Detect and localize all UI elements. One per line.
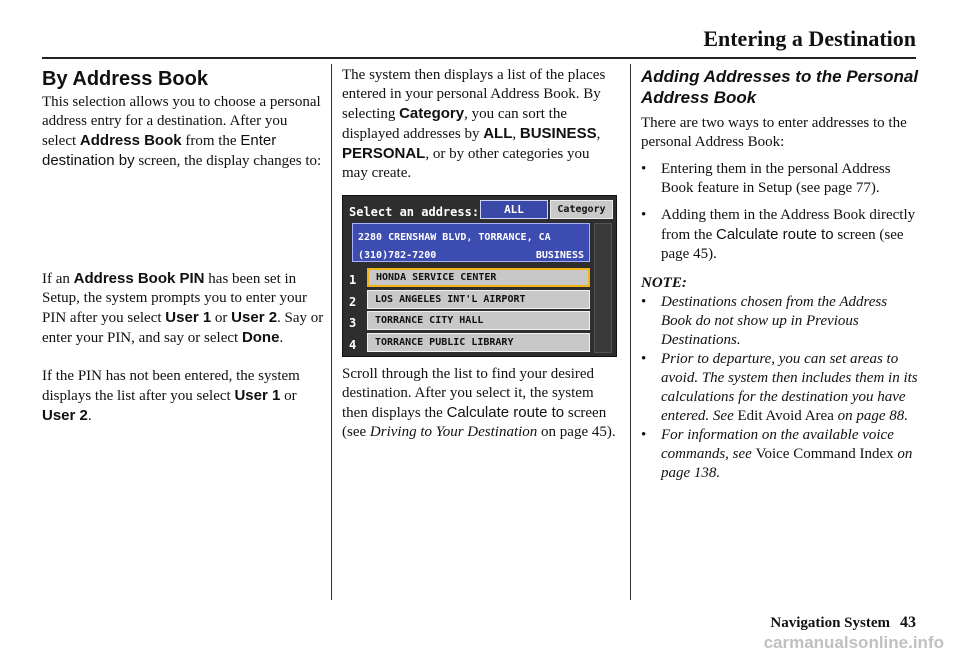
column-2 (342, 66, 617, 442)
section-heading-by-address-book: By Address Book (42, 68, 208, 90)
page-number: 43 (900, 614, 916, 631)
ui-term-category: Category (399, 105, 465, 122)
paragraph-pin: If an Address Book PIN has been set in Setup, the system prompts you to enter your PIN after you select User 1 or User 2. Say or enter your PIN, and say or select Done. (42, 270, 324, 346)
ui-term-personal: PERSONAL (342, 145, 426, 162)
screen-title: Select an address: (349, 205, 480, 219)
list-item: • Adding them in the Address Book directly from the Calculate route to screen (see page 45). (641, 206, 921, 264)
ui-term-user-2: User 2 (231, 309, 278, 326)
row-number: 2 (349, 295, 357, 309)
list-item: • For information on the available voice commands, see Voice Command Index on page 138. (641, 426, 921, 483)
category-button[interactable]: Category (550, 200, 613, 219)
page-header-title: Entering a Destination (703, 26, 916, 51)
column-divider-1 (331, 64, 332, 600)
ways-list (641, 160, 921, 264)
reference-voice-command-index: Voice Command Index (755, 446, 894, 462)
selected-address-panel (352, 223, 590, 262)
page-footer (770, 614, 916, 632)
column-3 (641, 66, 921, 483)
watermark: carmanualsonline.info (763, 633, 944, 652)
ui-term-address-book: Address Book (79, 132, 182, 149)
list-item[interactable]: TORRANCE CITY HALL (367, 311, 590, 330)
reference-edit-avoid-area: Edit Avoid Area (737, 408, 834, 424)
notes-list (641, 293, 921, 483)
note-label: NOTE: (641, 275, 687, 291)
ui-term-all: ALL (483, 125, 513, 142)
phone-text: (310)782-7200 (358, 250, 437, 261)
ui-term-address-book-pin: Address Book PIN (73, 270, 205, 287)
header-rule (42, 57, 916, 59)
nav-screen-select-address (342, 195, 617, 357)
address-category: BUSINESS (535, 250, 584, 261)
list-item[interactable]: HONDA SERVICE CENTER (367, 268, 590, 287)
list-item: • Prior to departure, you can set areas to avoid. The system then includes them in its calculations for the destination you have entered. See Edit Avoid Area on page 88. (641, 350, 921, 426)
row-number: 4 (349, 338, 357, 352)
ui-term-user-1: User 1 (165, 309, 212, 326)
ui-term-calculate-route-to: Calculate route to (446, 404, 565, 421)
tab-all[interactable]: ALL (480, 200, 548, 219)
column-1 (42, 66, 324, 426)
list-item: • Destinations chosen from the Address Book do not show up in Previous Destinations. (641, 293, 921, 350)
list-item[interactable]: TORRANCE PUBLIC LIBRARY (367, 333, 590, 352)
row-number: 3 (349, 316, 357, 330)
paragraph-list-intro: The system then displays a list of the places entered in your personal Address Book. By selecting Category, you can sort the displayed addresses by ALL, BUSINESS, PERSONAL, or by other categories you may create. (342, 67, 606, 181)
paragraph-pin-not-entered: If the PIN has not been entered, the system displays the list after you select User 1 or User 2. (42, 368, 300, 424)
list-item: • Entering them in the personal Address Book feature in Setup (see page 77). (641, 160, 921, 198)
ui-term-calculate-route-to: Calculate route to (715, 226, 834, 243)
ui-term-user-1: User 1 (234, 387, 281, 404)
list-scrollbar[interactable] (594, 223, 612, 353)
ui-term-user-2: User 2 (42, 407, 88, 424)
address-text: 2280 CRENSHAW BLVD, TORRANCE, CA (358, 232, 551, 243)
ui-term-enter-destination-by: Enter destination by (42, 132, 277, 169)
paragraph-scroll: Scroll through the list to find your desired destination. After you select it, the system then displays the Calculate route to screen (see Driving to Your Destination on page 45). (342, 366, 616, 440)
paragraph-two-ways: There are two ways to enter addresses to the personal Address Book: (641, 115, 907, 150)
ui-term-done: Done (241, 329, 280, 346)
section-heading-adding-addresses: Adding Addresses to the Personal Address Book (641, 67, 919, 107)
column-divider-2 (630, 64, 631, 600)
footer-section: Navigation System (770, 615, 890, 631)
paragraph-intro: This selection allows you to choose a personal address entry for a destination. After you select Address Book from the Enter destination by screen, the display changes to: (42, 94, 322, 169)
list-item[interactable]: LOS ANGELES INT'L AIRPORT (367, 290, 590, 309)
row-number: 1 (349, 273, 357, 287)
ui-term-business: BUSINESS (519, 125, 597, 142)
reference-driving-to-destination: Driving to Your Destination (369, 424, 538, 440)
